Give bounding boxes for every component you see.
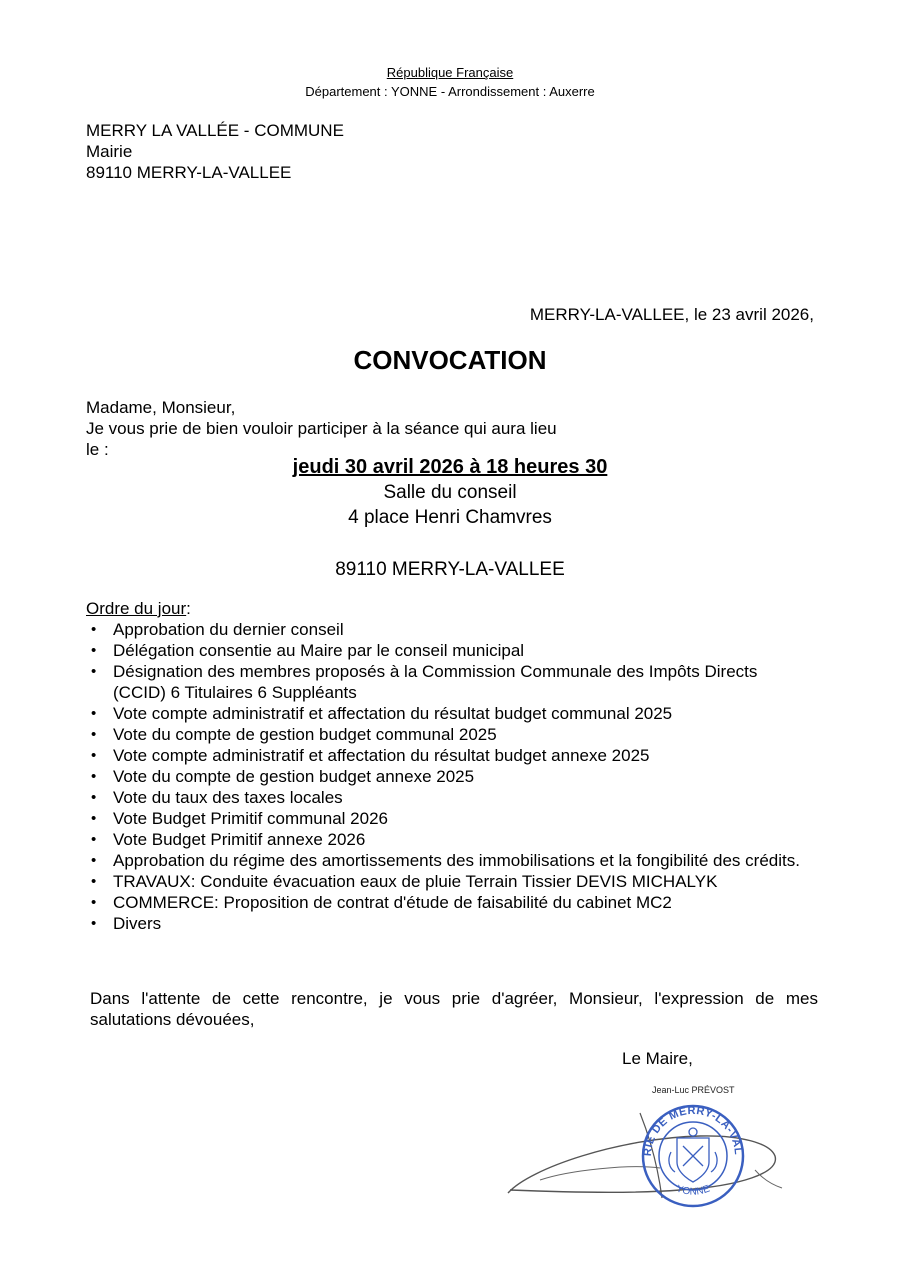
agenda-item: • Vote Budget Primitif annexe 2026 (86, 829, 806, 850)
agenda-item: • Vote du compte de gestion budget communal 2025 (86, 724, 806, 745)
stamp-text-top: MAIRIE DE MERRY-LA-VALLÉE (641, 1104, 745, 1159)
meeting-date (0, 455, 900, 479)
mairie-stamp (642, 1105, 744, 1206)
stamp-text-bottom: YONNE (674, 1183, 712, 1198)
agenda-item: • Désignation des membres proposés à la Commission Communale des Impôts Directs (CCID) 6 Titulaires 6 Suppléants (86, 661, 806, 703)
meeting-city: 89110 MERRY-LA-VALLEE (335, 559, 565, 580)
agenda-item: • COMMERCE: Proposition de contrat d'étude de faisabilité du cabinet MC2 (86, 892, 806, 913)
salutation-le: le : (86, 440, 109, 459)
signatory-role: Le Maire, (622, 1049, 693, 1068)
sender-block (86, 120, 344, 183)
salutation-greeting: Madame, Monsieur, (86, 398, 236, 417)
signature-and-stamp (500, 1098, 800, 1218)
agenda-item: • Divers (86, 913, 806, 934)
signature-stroke (540, 1167, 660, 1180)
sender-commune: MERRY LA VALLÉE - COMMUNE (86, 121, 344, 140)
sender-postal: 89110 MERRY-LA-VALLEE (86, 163, 292, 182)
signatory-name: Jean-Luc PRÉVOST (652, 1085, 735, 1095)
agenda-item: • Vote du taux des taxes locales (86, 787, 806, 808)
agenda-title-colon: : (186, 599, 191, 618)
agenda-item: • Approbation du dernier conseil (86, 619, 806, 640)
document-title: CONVOCATION (353, 345, 547, 375)
agenda-item: • Vote compte administratif et affectation du résultat budget communal 2025 (86, 703, 806, 724)
agenda-item: • TRAVAUX: Conduite évacuation eaux de pluie Terrain Tissier DEVIS MICHALYK (86, 871, 806, 892)
republique-header: République Française (386, 65, 514, 80)
agenda-item: • Vote compte administratif et affectation du résultat budget annexe 2025 (86, 745, 806, 766)
meeting-room: Salle du conseil (383, 482, 517, 503)
salutation-block (86, 397, 557, 460)
agenda-item: • Délégation consentie au Maire par le conseil municipal (86, 640, 806, 661)
signature-stroke (755, 1170, 782, 1188)
place-date: MERRY-LA-VALLEE, le 23 avril 2026, (529, 305, 814, 324)
departement-header: Département : YONNE - Arrondissement : Auxerre (305, 84, 595, 99)
agenda-title-text: Ordre du jour (86, 599, 187, 618)
agenda-list (86, 619, 806, 934)
agenda-item: • Vote du compte de gestion budget annexe 2025 (86, 766, 806, 787)
sender-mairie: Mairie (86, 142, 133, 161)
meeting-address: 4 place Henri Chamvres (348, 507, 552, 528)
agenda-title (86, 598, 191, 619)
salutation-invite: Je vous prie de bien vouloir participer à la séance qui aura lieu (86, 419, 557, 438)
agenda-item: • Approbation du régime des amortissements des immobilisations et la fongibilité des crédits. (86, 850, 806, 871)
closing-paragraph: Dans l'attente de cette rencontre, je vous prie d'agréer, Monsieur, l'expression de mes salutations dévouées, (90, 989, 818, 1029)
agenda-item: • Vote Budget Primitif communal 2026 (86, 808, 806, 829)
meeting-date-text: jeudi 30 avril 2026 à 18 heures 30 (292, 456, 608, 478)
